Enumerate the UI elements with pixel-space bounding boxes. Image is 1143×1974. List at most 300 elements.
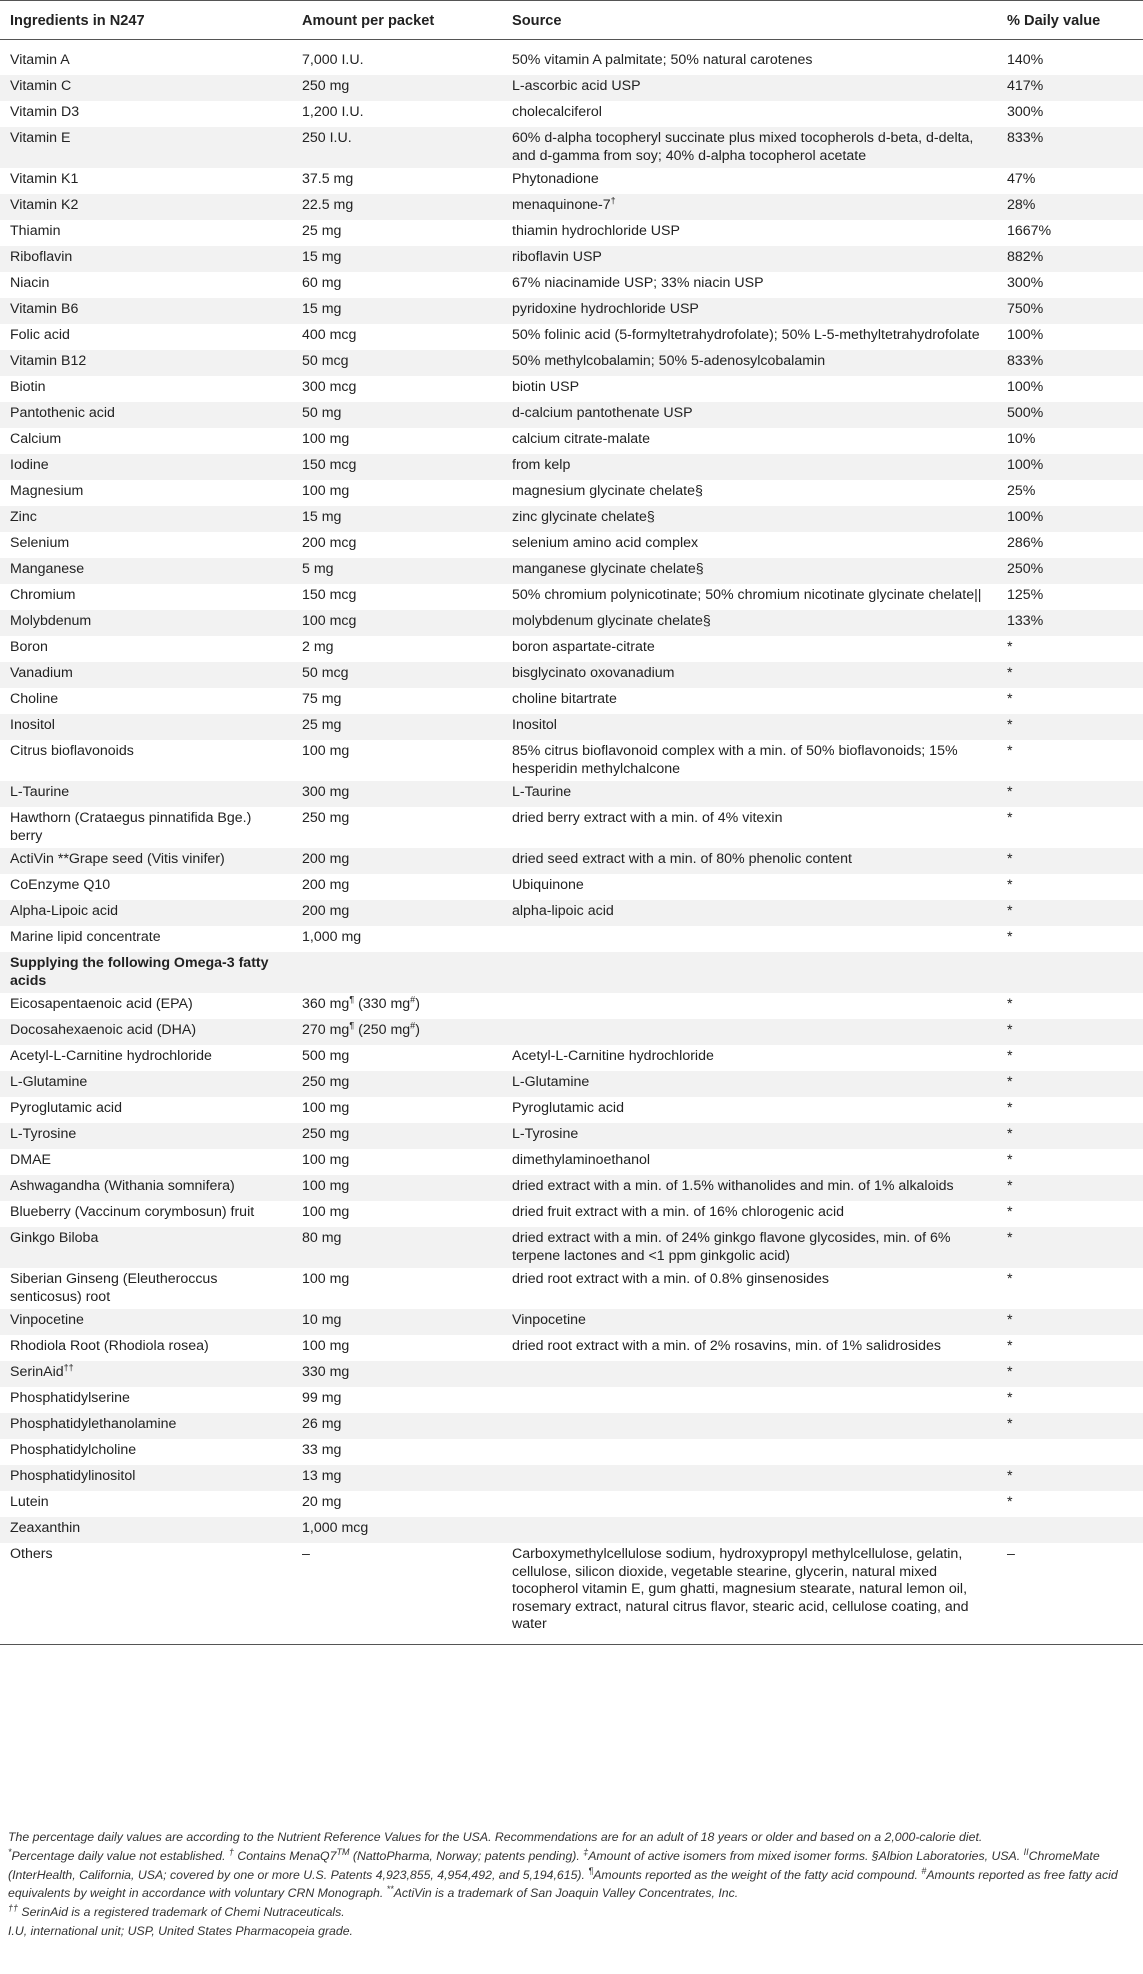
table-row (0, 40, 1143, 76)
table-row (0, 1123, 1143, 1149)
cell-text: 13 mg (302, 1468, 342, 1484)
ingredient-cell (0, 688, 292, 714)
source-cell (502, 75, 997, 101)
daily-value-cell (997, 558, 1143, 584)
cell-text: 400 mcg (302, 327, 357, 343)
cell-text: Vitamin A (10, 52, 70, 68)
section-row (0, 952, 1143, 993)
ingredient-cell (0, 168, 292, 194)
cell-text: Thiamin (10, 223, 61, 239)
cell-text: * (1007, 1390, 1013, 1406)
cell-text: 50% chromium polynicotinate; 50% chromium nicotinate glycinate chelate|| (512, 587, 982, 603)
source-cell (502, 636, 997, 662)
cell-text: 100 mg (302, 1178, 350, 1194)
footnote-text: Amounts reported as the weight of the fatty acid compound. (593, 1867, 922, 1882)
daily-value-cell (997, 246, 1143, 272)
footnote-text: ActiVin is a trademark of San Joaquin Valley Concentrates, Inc. (393, 1886, 739, 1901)
table-row (0, 636, 1143, 662)
ingredient-cell (0, 662, 292, 688)
amount-cell (292, 1543, 502, 1644)
cell-text: DMAE (10, 1152, 51, 1168)
source-cell (502, 246, 997, 272)
table-row (0, 662, 1143, 688)
cell-text: 125% (1007, 587, 1044, 603)
amount-cell (292, 807, 502, 848)
table-row (0, 402, 1143, 428)
amount-cell (292, 926, 502, 952)
cell-text: * (1007, 1230, 1013, 1246)
source-cell (502, 194, 997, 220)
table-row (0, 1335, 1143, 1361)
cell-text: 67% niacinamide USP; 33% niacin USP (512, 275, 764, 291)
cell-text: Vitamin B12 (10, 353, 87, 369)
ingredient-cell (0, 1019, 292, 1045)
table-row (0, 350, 1143, 376)
amount-cell (292, 1149, 502, 1175)
source-cell (502, 848, 997, 874)
cell-text: 10% (1007, 431, 1036, 447)
cell-text: * (1007, 1338, 1013, 1354)
ingredient-cell (0, 506, 292, 532)
source-cell (502, 168, 997, 194)
amount-cell (292, 1019, 502, 1045)
cell-text: * (1007, 717, 1013, 733)
table-row (0, 272, 1143, 298)
cell-text: 28% (1007, 197, 1036, 213)
amount-cell (292, 714, 502, 740)
table-row (0, 376, 1143, 402)
cell-text: * (1007, 851, 1013, 867)
table-row (0, 584, 1143, 610)
ingredient-cell (0, 848, 292, 874)
cell-text: 100 mg (302, 431, 350, 447)
amount-cell (292, 272, 502, 298)
source-cell (502, 952, 997, 993)
ingredient-cell (0, 1309, 292, 1335)
cell-text: * (1007, 1100, 1013, 1116)
daily-value-cell (997, 900, 1143, 926)
cell-text: 2 mg (302, 639, 334, 655)
cell-text: 250 mg (302, 1074, 350, 1090)
amount-cell (292, 1227, 502, 1268)
amount-cell (292, 1335, 502, 1361)
table-body (0, 40, 1143, 1645)
cell-text: * (1007, 1271, 1013, 1287)
header-source: Source (502, 1, 997, 40)
cell-text: * (1007, 810, 1013, 826)
cell-text: * (1007, 1074, 1013, 1090)
cell-text: L-Tyrosine (512, 1126, 579, 1142)
ingredient-cell (0, 402, 292, 428)
cell-text: Inositol (512, 717, 557, 733)
daily-value-cell (997, 1149, 1143, 1175)
amount-cell (292, 1465, 502, 1491)
cell-text: 200 mcg (302, 535, 357, 551)
cell-text: * (1007, 639, 1013, 655)
ingredient-cell (0, 1413, 292, 1439)
cell-text: 150 mcg (302, 457, 357, 473)
cell-text: dimethylaminoethanol (512, 1152, 651, 1168)
daily-value-cell (997, 454, 1143, 480)
amount-cell (292, 1387, 502, 1413)
daily-value-cell (997, 874, 1143, 900)
amount-cell (292, 532, 502, 558)
cell-text: magnesium glycinate chelate§ (512, 483, 703, 499)
daily-value-cell (997, 952, 1143, 993)
source-cell (502, 376, 997, 402)
source-cell (502, 740, 997, 781)
cell-text: Phosphatidylethanolamine (10, 1416, 177, 1432)
ingredient-cell (0, 993, 292, 1019)
footnote-text: §Albion Laboratories, USA. (871, 1848, 1024, 1863)
footnote-mark: TM (336, 1846, 350, 1857)
daily-value-cell (997, 1175, 1143, 1201)
ingredient-cell (0, 1227, 292, 1268)
cell-text: 750% (1007, 301, 1044, 317)
table-row (0, 874, 1143, 900)
ingredient-cell (0, 1439, 292, 1465)
ingredient-cell (0, 558, 292, 584)
daily-value-cell (997, 1517, 1143, 1543)
amount-cell (292, 480, 502, 506)
source-cell (502, 1175, 997, 1201)
cell-text: 833% (1007, 353, 1044, 369)
footnote-mark: ** (386, 1884, 394, 1895)
source-cell (502, 220, 997, 246)
source-cell (502, 1517, 997, 1543)
amount-cell (292, 246, 502, 272)
cell-text: L-Glutamine (10, 1074, 88, 1090)
cell-text: Choline (10, 691, 59, 707)
footnote-text: Amount of active isomers from mixed isomer forms. (588, 1848, 872, 1863)
source-cell (502, 428, 997, 454)
cell-text: Biotin (10, 379, 46, 395)
cell-text: biotin USP (512, 379, 580, 395)
cell-text: 80 mg (302, 1230, 342, 1246)
daily-value-cell (997, 807, 1143, 848)
cell-text: * (1007, 1126, 1013, 1142)
daily-value-cell (997, 1439, 1143, 1465)
cell-text: Zeaxanthin (10, 1520, 81, 1536)
daily-value-cell (997, 610, 1143, 636)
cell-text: Vitamin B6 (10, 301, 79, 317)
amount-cell (292, 1175, 502, 1201)
cell-text: 100 mg (302, 1100, 350, 1116)
ingredient-cell (0, 1465, 292, 1491)
cell-text: 99 mg (302, 1390, 342, 1406)
cell-text: 100 mg (302, 483, 350, 499)
daily-value-cell (997, 1309, 1143, 1335)
daily-value-cell (997, 40, 1143, 76)
footnote-mark: ¶ (588, 1865, 594, 1876)
amount-cell (292, 194, 502, 220)
ingredient-cell (0, 454, 292, 480)
daily-value-cell (997, 1071, 1143, 1097)
footnote-mark: # (410, 1020, 416, 1031)
daily-value-cell (997, 714, 1143, 740)
ingredient-cell (0, 807, 292, 848)
table-row (0, 101, 1143, 127)
source-cell (502, 1543, 997, 1644)
amount-cell (292, 1491, 502, 1517)
ingredient-cell (0, 1097, 292, 1123)
cell-text: Folic acid (10, 327, 70, 343)
daily-value-cell (997, 376, 1143, 402)
ingredient-cell (0, 127, 292, 168)
source-cell (502, 1387, 997, 1413)
ingredient-cell (0, 272, 292, 298)
daily-value-cell (997, 194, 1143, 220)
cell-text: * (1007, 1178, 1013, 1194)
amount-cell (292, 506, 502, 532)
daily-value-cell (997, 662, 1143, 688)
cell-text: 60% d-alpha tocopheryl succinate plus mixed tocopherols d-beta, d-delta, and d-gamma from soy; 40% d-alpha tocopherol acetate (512, 130, 974, 164)
table-row (0, 127, 1143, 168)
cell-text: 10 mg (302, 1312, 342, 1328)
cell-text: (250 mg (354, 1022, 411, 1038)
cell-text: 833% (1007, 130, 1044, 146)
cell-text: from kelp (512, 457, 571, 473)
amount-cell (292, 168, 502, 194)
cell-text: * (1007, 1152, 1013, 1168)
amount-cell (292, 1268, 502, 1309)
cell-text: 500 mg (302, 1048, 350, 1064)
cell-text: Marine lipid concentrate (10, 929, 161, 945)
header-daily-value: % Daily value (997, 1, 1143, 40)
cell-text: selenium amino acid complex (512, 535, 699, 551)
cell-text: thiamin hydrochloride USP (512, 223, 680, 239)
table-row (0, 1149, 1143, 1175)
ingredient-cell (0, 298, 292, 324)
ingredient-cell (0, 584, 292, 610)
source-cell (502, 1227, 997, 1268)
amount-cell (292, 454, 502, 480)
cell-text: * (1007, 877, 1013, 893)
cell-text: Manganese (10, 561, 85, 577)
cell-text: * (1007, 1364, 1013, 1380)
daily-value-cell (997, 926, 1143, 952)
cell-text: * (1007, 1416, 1013, 1432)
table-row (0, 1097, 1143, 1123)
source-cell (502, 993, 997, 1019)
source-cell (502, 1045, 997, 1071)
cell-text: 33 mg (302, 1442, 342, 1458)
amount-cell (292, 101, 502, 127)
table-row (0, 1439, 1143, 1465)
source-cell (502, 1465, 997, 1491)
cell-text: dried root extract with a min. of 0.8% ginsenosides (512, 1271, 830, 1287)
daily-value-cell (997, 532, 1143, 558)
cell-text: * (1007, 691, 1013, 707)
daily-value-cell (997, 75, 1143, 101)
cell-text: Molybdenum (10, 613, 92, 629)
ingredient-cell (0, 350, 292, 376)
source-cell (502, 402, 997, 428)
cell-text: * (1007, 1048, 1013, 1064)
cell-text: 25 mg (302, 717, 342, 733)
daily-value-cell (997, 1543, 1143, 1644)
cell-text: 300% (1007, 104, 1044, 120)
cell-text: 250 I.U. (302, 130, 352, 146)
footnote-mark: * (8, 1846, 12, 1857)
table-row (0, 428, 1143, 454)
ingredient-cell (0, 1517, 292, 1543)
source-cell (502, 900, 997, 926)
cell-text: 100% (1007, 457, 1044, 473)
amount-cell (292, 848, 502, 874)
ingredient-cell (0, 246, 292, 272)
source-cell (502, 1071, 997, 1097)
cell-text: * (1007, 1494, 1013, 1510)
cell-text: Vitamin D3 (10, 104, 80, 120)
amount-cell (292, 610, 502, 636)
table-header-row (0, 1, 1143, 40)
ingredient-cell (0, 926, 292, 952)
daily-value-cell (997, 1201, 1143, 1227)
footnote-mark: †† (63, 1362, 74, 1373)
cell-text: * (1007, 784, 1013, 800)
footnote-line-2 (8, 1847, 1138, 1903)
ingredient-cell (0, 1335, 292, 1361)
cell-text: Vanadium (10, 665, 73, 681)
amount-cell (292, 40, 502, 76)
amount-cell (292, 1045, 502, 1071)
footnote-text: SerinAid is a registered trademark of Chemi Nutraceuticals. (18, 1905, 345, 1920)
cell-text: (330 mg (354, 996, 411, 1012)
table-row (0, 781, 1143, 807)
cell-text: Citrus bioflavonoids (10, 743, 134, 759)
daily-value-cell (997, 1361, 1143, 1387)
cell-text: dried fruit extract with a min. of 16% chlorogenic acid (512, 1204, 844, 1220)
table-row (0, 807, 1143, 848)
source-cell (502, 1413, 997, 1439)
table-row (0, 324, 1143, 350)
cell-text: 500% (1007, 405, 1044, 421)
cell-text: pyridoxine hydrochloride USP (512, 301, 699, 317)
cell-text: 15 mg (302, 301, 342, 317)
cell-text: 100 mg (302, 1204, 350, 1220)
table-row (0, 1491, 1143, 1517)
ingredient-cell (0, 874, 292, 900)
cell-text: alpha-lipoic acid (512, 903, 614, 919)
cell-text: 100% (1007, 379, 1044, 395)
cell-text: * (1007, 1468, 1013, 1484)
cell-text: 250 mg (302, 78, 350, 94)
source-cell (502, 558, 997, 584)
cell-text: Blueberry (Vaccinum corymbosun) fruit (10, 1204, 255, 1220)
cell-text: Supplying the following Omega-3 fatty acids (10, 955, 269, 989)
amount-cell (292, 75, 502, 101)
cell-text: 15 mg (302, 509, 342, 525)
table-row (0, 1071, 1143, 1097)
cell-text: – (302, 1546, 310, 1562)
ingredient-cell (0, 75, 292, 101)
ingredient-cell (0, 1149, 292, 1175)
ingredient-cell (0, 1175, 292, 1201)
cell-text: boron aspartate-citrate (512, 639, 655, 655)
header-ingredients: Ingredients in N247 (0, 1, 292, 40)
cell-text: Calcium (10, 431, 62, 447)
source-cell (502, 298, 997, 324)
cell-text: Pantothenic acid (10, 405, 115, 421)
cell-text: 1667% (1007, 223, 1052, 239)
cell-text: Vinpocetine (10, 1312, 84, 1328)
amount-cell (292, 781, 502, 807)
cell-text: 20 mg (302, 1494, 342, 1510)
amount-cell (292, 662, 502, 688)
footnote-text: Amounts reported as free fatty acid equivalents by weight in accordance with voluntary CRN Monograph. (8, 1867, 1118, 1901)
amount-cell (292, 1361, 502, 1387)
ingredient-cell (0, 781, 292, 807)
daily-value-cell (997, 1045, 1143, 1071)
cell-text: Rhodiola Root (Rhodiola rosea) (10, 1338, 209, 1354)
ingredient-cell (0, 194, 292, 220)
cell-text: 26 mg (302, 1416, 342, 1432)
cell-text: Pyroglutamic acid (512, 1100, 624, 1116)
daily-value-cell (997, 848, 1143, 874)
cell-text: menaquinone-7 (512, 197, 611, 213)
ingredient-cell (0, 1491, 292, 1517)
cell-text: 5 mg (302, 561, 334, 577)
cell-text: 200 mg (302, 851, 350, 867)
source-cell (502, 662, 997, 688)
cell-text: Vitamin K1 (10, 171, 79, 187)
cell-text: L-Taurine (512, 784, 572, 800)
cell-text: 50 mg (302, 405, 342, 421)
cell-text: Niacin (10, 275, 50, 291)
table-footnotes (8, 1828, 1138, 1941)
cell-text: Acetyl-L-Carnitine hydrochloride (512, 1048, 714, 1064)
source-cell (502, 506, 997, 532)
cell-text: 15 mg (302, 249, 342, 265)
ingredient-cell (0, 324, 292, 350)
cell-text: Phosphatidylserine (10, 1390, 130, 1406)
amount-cell (292, 1309, 502, 1335)
amount-cell (292, 1517, 502, 1543)
footnote-line-3 (8, 1903, 1138, 1922)
ingredient-cell (0, 952, 292, 993)
ingredient-cell (0, 610, 292, 636)
cell-text: Phosphatidylinositol (10, 1468, 136, 1484)
table-row (0, 558, 1143, 584)
cell-text: 37.5 mg (302, 171, 354, 187)
cell-text: * (1007, 1022, 1013, 1038)
source-cell (502, 127, 997, 168)
footnote-text: (NattoPharma, Norway; patents pending). (349, 1848, 584, 1863)
table-row (0, 480, 1143, 506)
cell-text: Carboxymethylcellulose sodium, hydroxypropyl methylcellulose, gelatin, cellulose, silicon dioxide, vegetable stearine, glycerin, natural mixed tocopherol vitamin E, gum ghatti, magnesium stearate, natural lemon oil, rosemary extract, natural citrus flavor, stearic acid, cellulose coating, and water (512, 1546, 969, 1632)
cell-text: choline bitartrate (512, 691, 617, 707)
footnote-text: Contains MenaQ7 (233, 1848, 337, 1863)
source-cell (502, 1439, 997, 1465)
cell-text: 100 mg (302, 743, 350, 759)
source-cell (502, 1361, 997, 1387)
cell-text: ) (415, 1022, 420, 1038)
cell-text: Lutein (10, 1494, 49, 1510)
cell-text: calcium citrate-malate (512, 431, 650, 447)
source-cell (502, 1201, 997, 1227)
amount-cell (292, 1097, 502, 1123)
cell-text: Hawthorn (Crataegus pinnatifida Bge.) berry (10, 810, 252, 844)
cell-text: 47% (1007, 171, 1036, 187)
amount-cell (292, 1439, 502, 1465)
cell-text: dried root extract with a min. of 2% rosavins, min. of 1% salidrosides (512, 1338, 941, 1354)
table-row (0, 1019, 1143, 1045)
cell-text: Riboflavin (10, 249, 73, 265)
table-row (0, 1309, 1143, 1335)
cell-text: 140% (1007, 52, 1044, 68)
footnote-mark: # (921, 1865, 927, 1876)
